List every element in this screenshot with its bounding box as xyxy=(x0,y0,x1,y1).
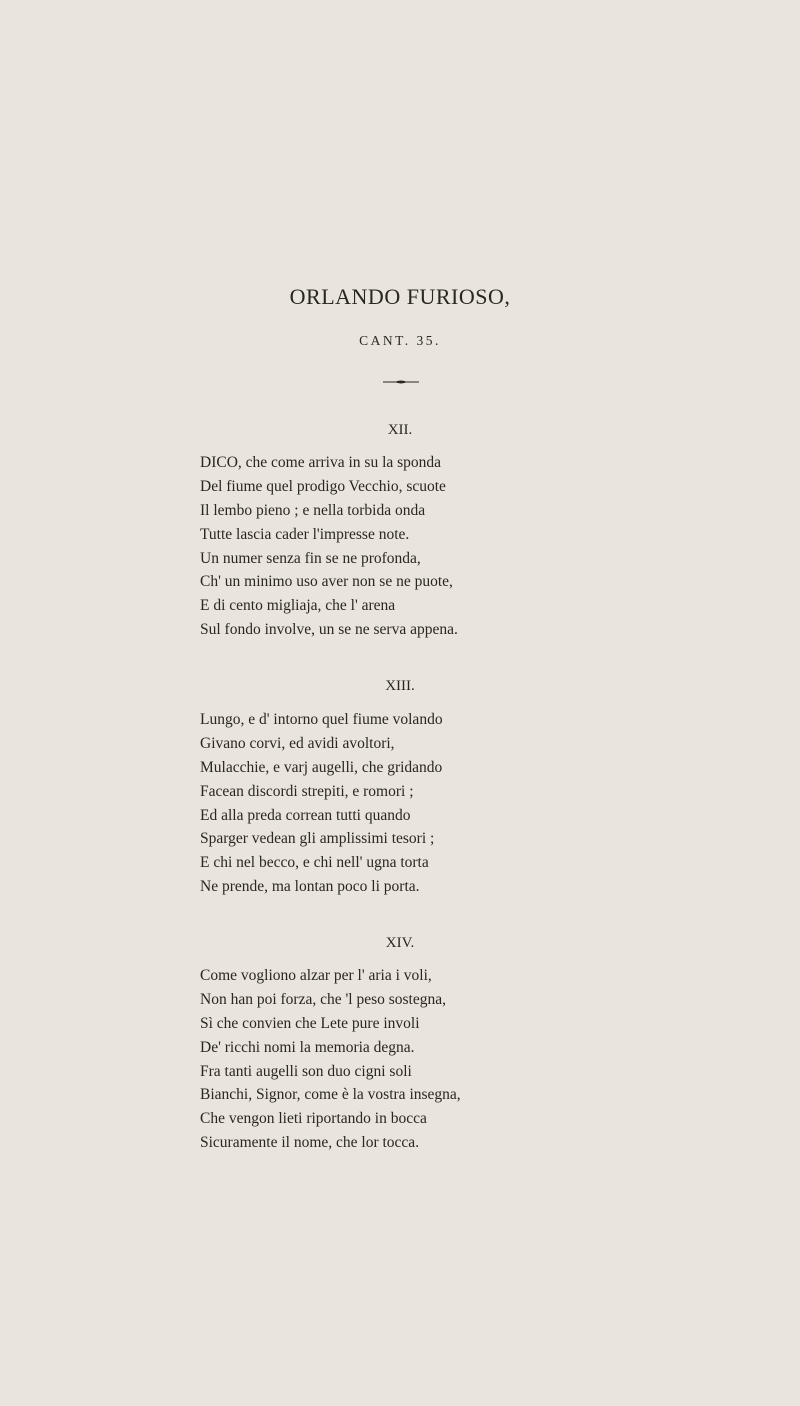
verse-line: Che vengon lieti riportando in bocca xyxy=(200,1110,427,1128)
verse-line: Sicuramente il nome, che lor tocca. xyxy=(200,1134,420,1152)
verse-line: Ch' un minimo uso aver non se ne puote, xyxy=(200,573,453,591)
verse-line: E chi nel becco, e chi nell' ugna torta xyxy=(200,854,429,872)
stanza-number: XIV. xyxy=(385,935,415,951)
verse-line: Givano corvi, ed avidi avoltori, xyxy=(200,734,395,752)
verse-line: E di cento migliaja, che l' arena xyxy=(200,597,396,615)
verse-line: Il lembo pieno ; e nella torbida onda xyxy=(200,501,426,519)
verse-line: Sparger vedean gli amplissimi tesori ; xyxy=(200,830,435,848)
verse-line: Lungo, e d' intorno quel fiume volando xyxy=(200,711,443,728)
verse-line: Non han poi forza, che 'l peso sostegna, xyxy=(200,990,446,1008)
ornament-divider-icon xyxy=(383,379,419,385)
canto-label: CANT. 35. xyxy=(359,333,441,348)
stanza xyxy=(200,708,443,899)
verse-line: Facean discordi strepiti, e romori ; xyxy=(200,782,414,800)
verse-line: Ed alla preda correan tutti quando xyxy=(200,806,411,824)
stanza-number: XIII. xyxy=(385,678,415,694)
verse-line: Fra tanti augelli son duo cigni soli xyxy=(200,1062,412,1080)
stanza xyxy=(200,451,458,642)
verse-line: Del fiume quel prodigo Vecchio, scuote xyxy=(200,477,446,495)
verse-line: DICO, che come arriva in su la sponda xyxy=(200,454,442,471)
stanza-number: XII. xyxy=(387,422,413,438)
stanza xyxy=(200,964,461,1155)
verse-line: Tutte lascia cader l'impresse note. xyxy=(200,525,410,543)
verse-line: Bianchi, Signor, come è la vostra insegna, xyxy=(200,1086,461,1104)
verse-line: Un numer senza fin se ne profonda, xyxy=(200,549,421,567)
verse-line: Sì che convien che Lete pure involi xyxy=(200,1014,420,1032)
verse-line: Mulacchie, e varj augelli, che gridando xyxy=(200,758,443,776)
verse-line: Ne prende, ma lontan poco li porta. xyxy=(200,878,420,896)
verse-line: Come vogliono alzar per l' aria i voli, xyxy=(200,967,432,984)
verse-line: De' ricchi nomi la memoria degna. xyxy=(200,1038,415,1056)
verse-line: Sul fondo involve, un se ne serva appena. xyxy=(200,621,458,639)
page-title: ORLANDO FURIOSO, xyxy=(289,284,511,309)
